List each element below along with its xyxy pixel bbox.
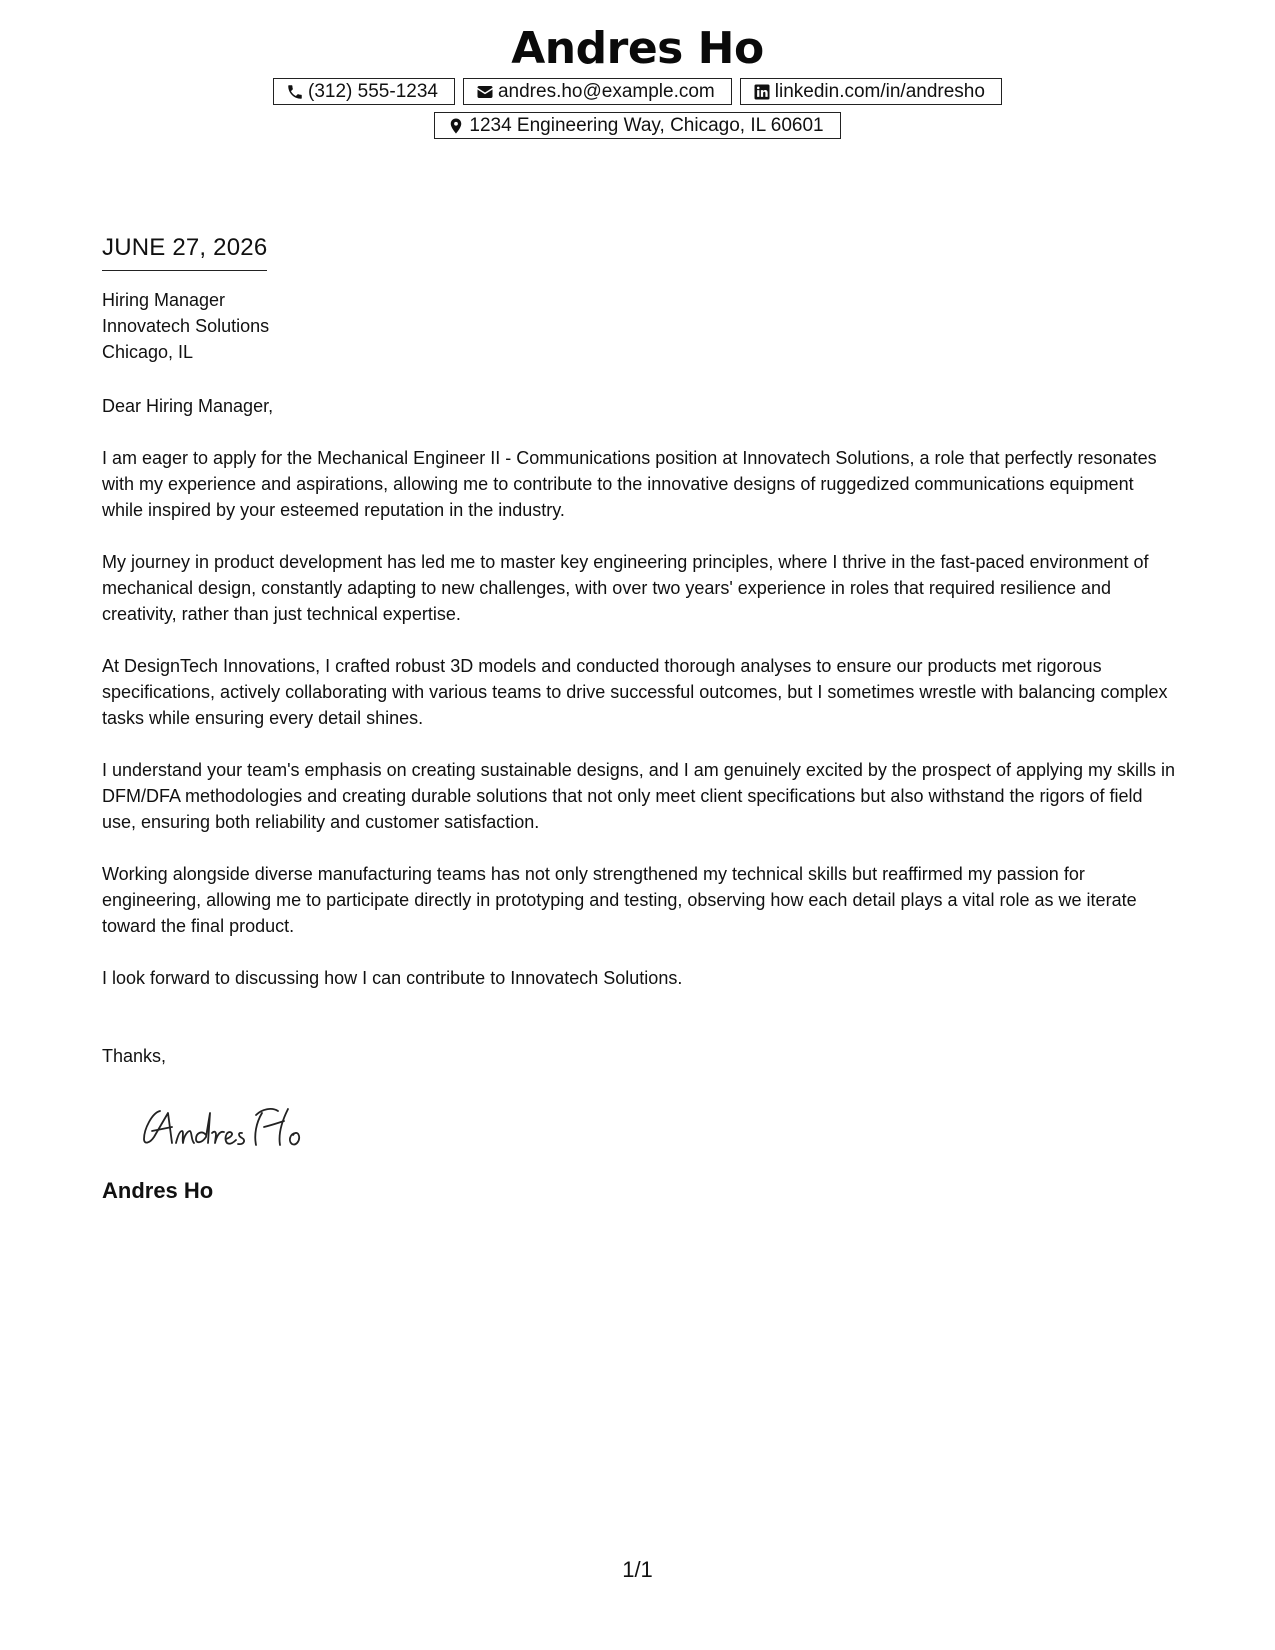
address-chip [434,112,840,139]
salutation: Dear Hiring Manager, [102,396,274,416]
paragraph-6: I look forward to discussing how I can contribute to Innovatech Solutions. [102,968,683,988]
recipient-block [102,287,1177,365]
contact-row [0,78,1275,105]
linkedin-text: linkedin.com/in/andresho [774,80,985,102]
linkedin-chip [740,78,1002,105]
map-marker-icon [447,117,465,135]
recipient-title: Hiring Manager [102,290,226,310]
paragraph-1: I am eager to apply for the Mechanical Engineer II - Communications position at Innovatech Solutions, a role that perfectly resonates with my experience and aspirations, allowing me to contribute to the innovative designs of ruggedized communications equipment while inspired by your esteemed reputation in the industry. [102,448,1157,520]
signer-name: Andres Ho [102,1178,214,1203]
phone-chip [273,78,455,105]
handwritten-signature [138,1099,1177,1155]
envelope-icon [476,83,494,101]
closing: Thanks, [102,1046,167,1066]
linkedin-icon [753,83,771,101]
paragraph-2: My journey in product development has led me to master key engineering principles, where I thrive in the fast-paced environment of mechanical design, constantly adapting to new challenges, with over two years' experience in roles that required resilience and creativity, rather than just technical expertise. [102,552,1149,624]
address-text: 1234 Engineering Way, Chicago, IL 60601 [469,114,824,136]
paragraph-3: At DesignTech Innovations, I crafted robust 3D models and conducted thorough analyses to ensure our products met rigorous specifications, actively collaborating with various teams to drive successful outcomes, but I sometimes wrestle with balancing complex tasks while ensuring every detail shines. [102,656,1168,728]
letter-body [102,232,1177,1205]
paragraph-5: Working alongside diverse manufacturing teams has not only strengthened my technical skills but reaffirmed my passion for engineering, allowing me to participate directly in prototyping and testing, observing how each detail plays a vital role as we iterate toward the final product. [102,864,1137,936]
email-chip [463,78,732,105]
applicant-name: Andres Ho [511,23,764,74]
address-row [0,112,1275,139]
phone-text: (312) 555-1234 [308,80,438,102]
page-number: 1/1 [622,1557,653,1582]
recipient-location: Chicago, IL [102,342,194,362]
letter-date: JUNE 27, 2026 [102,232,267,271]
paragraph-4: I understand your team's emphasis on creating sustainable designs, and I am genuinely excited by the prospect of applying my skills in DFM/DFA methodologies and creating durable solutions that not only meet client specifications but also withstand the rigors of field use, ensuring both reliability and customer satisfaction. [102,760,1176,832]
phone-icon [286,83,304,101]
recipient-company: Innovatech Solutions [102,316,270,336]
email-text: andres.ho@example.com [497,80,715,102]
letter-header [0,22,1275,139]
